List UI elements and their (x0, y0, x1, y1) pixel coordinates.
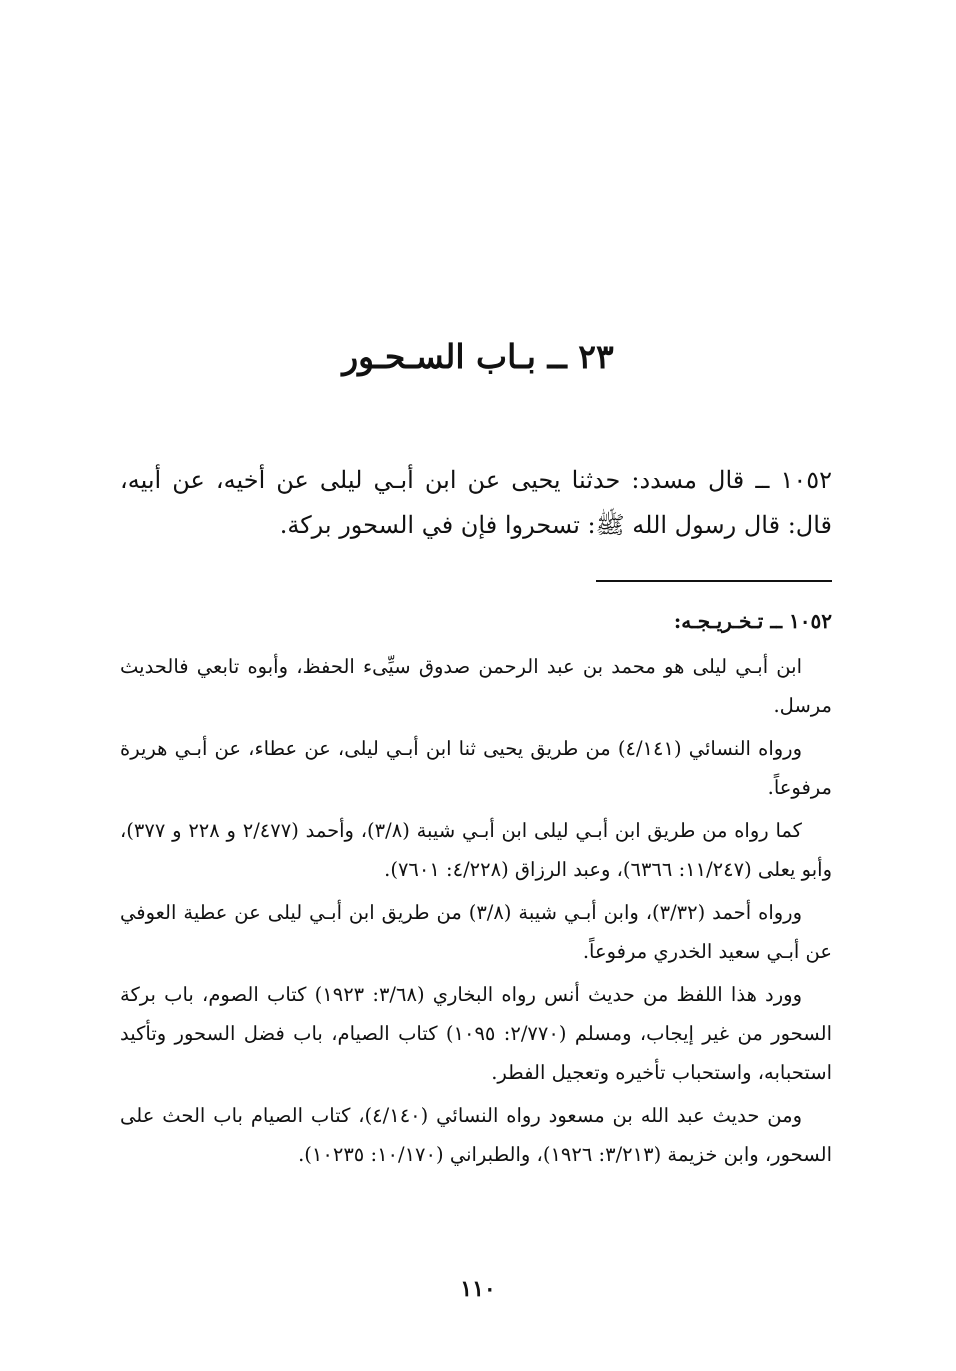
takhrij-paragraph: ابن أبـي ليلى هو محمد بن عبد الرحمن صدوق سيِّىء الحفظ، وأبوه تابعي فالحديث مرسل. (120, 655, 832, 717)
takhrij-paragraph: ورواه أحمد (٣/٣٢)، وابن أبـي شيبة (٣/٨) من طريق ابن أبـي ليلى عن عطية العوفي عن أبـي سعيد الخدري مرفوعاً. (120, 901, 832, 963)
page-number: ١١٠ (460, 1276, 496, 1302)
hadith-text: ١٠٥٢ ــ قال مسدد: حدثنا يحيى عن ابن أبـي ليلى عن أخيه، عن أبيه، قال: قال رسول الله ﷺ: تسحروا فإن في السحور بركة. (120, 466, 832, 539)
chapter-title: ٢٣ ــ بـاب السـحـور (342, 337, 614, 376)
takhrij-paragraph: كما رواه من طريق ابن أبـي ليلى ابن أبـي شيبة (٣/٨)، وأحمد (٢/٤٧٧ و ٢٢٨ و ٣٧٧)، وأبو يعلى (١١/٢٤٧: ٦٣٦٦)، وعبد الرزاق (٤/٢٢٨: ٧٦٠١). (120, 819, 832, 881)
takhrij-paragraph: ومن حديث عبد الله بن مسعود رواه النسائي (٤/١٤٠)، كتاب الصيام باب الحث على السحور، وابن خزيمة (٣/٢١٣: ١٩٢٦)، والطبراني (١٠/١٧٠: ١٠٢٣٥). (120, 1104, 832, 1166)
takhrij-paragraph: ورواه النسائي (٤/١٤١) من طريق يحيى ثنا ابن أبـي ليلى، عن عطاء، عن أبـي هريرة مرفوعاً. (120, 737, 832, 799)
takhrij-paragraph: وورد هذا اللفظ من حديث أنس رواه البخاري (٣/٦٨: ١٩٢٣) كتاب الصوم، باب بركة السحور من غير إيجاب، ومسلم (٢/٧٧٠: ١٠٩٥) كتاب الصيام، باب فضل السحور وتأكيد استحبابه، واستحباب تأخيره وتعجيل الفطر. (120, 983, 832, 1084)
takhrij-section (120, 602, 832, 1178)
takhrij-heading: ١٠٥٢ ــ تـخـريـجـه: (673, 609, 832, 633)
footnote-divider (596, 580, 832, 582)
